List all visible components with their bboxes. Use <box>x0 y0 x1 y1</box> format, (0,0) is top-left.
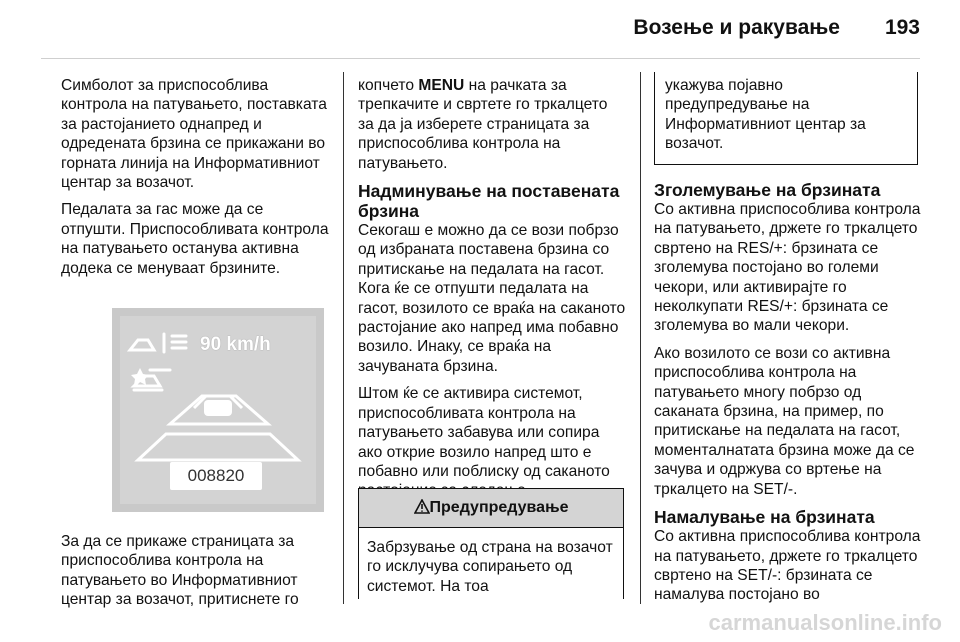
warning-header <box>359 489 623 528</box>
paragraph: Штом ќе се активира системот, приспособливата контрола на патувањето забавува или сопира ако открие возило напред што е побавно или поблиску од саканото <box>358 385 610 480</box>
paragraph: Со активна приспособлива контрола на патувањето, држете го тркалцето свртено на SET/-: брзината се намалува постојано во <box>654 528 921 604</box>
column-1 <box>61 76 331 286</box>
acc-car-icon <box>130 340 154 350</box>
paragraph: Со активна приспособлива контрола на патувањето, држете го тркалцето свртено на RES/+: брзината се зголемува постојано во големи чекори, или активирајте го неколкупати RES/+: брзината се зголемува во мали чекори. <box>654 201 921 335</box>
display-odometer: 008820 <box>170 462 262 490</box>
star-icon <box>131 368 149 385</box>
distance-bars-icon <box>164 334 186 352</box>
warning-title: Предупредување <box>429 499 569 516</box>
warning-text: Забрзување од страна на возачот го исклучува сопирањето од системот. На тоа <box>367 539 613 595</box>
section-heading: Намалување на брзината <box>654 507 875 528</box>
page-title: Возење и ракување <box>633 16 840 39</box>
car-ahead-icon <box>204 400 232 416</box>
warning-triangle-icon <box>414 499 430 514</box>
watermark: carmanualsonline.info <box>708 610 942 635</box>
column-3 <box>654 176 926 613</box>
section-heading: Надминување на поставената брзина <box>358 181 620 222</box>
paragraph: Симболот за приспособлива контрола на патувањето, поставката за растојанието однапред и одредената брзина се прикажани во горната линија на Информативниот центар за возачот. <box>61 77 327 192</box>
paragraph: За да се прикаже страницата за приспособлива контрола на патувањето во Информативниот центар за возачот, притиснете го <box>61 533 299 609</box>
display-screen <box>120 316 316 504</box>
column-divider <box>343 72 344 604</box>
warning-text-continued: укажува појавно предупредување на Информативниот центар за возачот. <box>665 77 866 153</box>
paragraph: Секогаш е можно да се вози побрзо од избраната поставена брзина со притискање на педалата на гасот. Кога ќе се отпушти педалата на гасот, возилото се враќа на саканото растојание ако напред има побавно возило. Инаку, се враќа на зачуваната брзина. <box>358 222 626 375</box>
page-number: 193 <box>884 16 920 39</box>
menu-key-label: MENU <box>418 77 465 94</box>
header-divider <box>41 58 920 59</box>
column-1-bottom <box>61 532 331 618</box>
warning-box-continued <box>654 72 918 165</box>
paragraph <box>358 76 626 173</box>
text-run: копчето <box>358 77 419 94</box>
road-far <box>138 434 298 460</box>
section-heading: Зголемување на брзината <box>654 180 881 200</box>
paragraph: Педалата за гас може да се отпушти. Приспособливата контрола на патувањето останува активна додека се менуваат брзините. <box>61 201 329 277</box>
page-header <box>0 0 960 60</box>
driver-info-display-image <box>112 308 324 512</box>
warning-box <box>358 488 624 599</box>
column-2 <box>358 76 626 509</box>
text-run: на рачката за трепкачите и свртете го тркалцето за да ја изберете страницата за приспособлива контрола на патувањето. <box>358 77 608 172</box>
display-speed: 90 km/h <box>200 334 271 355</box>
column-divider <box>640 72 641 604</box>
paragraph: Ако возилото се вози со активна приспособлива контрола на патувањето многу побрзо од саканата брзина, на пример, по притискање на педалата на гасот, моменталнатата брзина може да се зачува и одржува со вртење на тркалцето на SET/-. <box>654 344 915 498</box>
